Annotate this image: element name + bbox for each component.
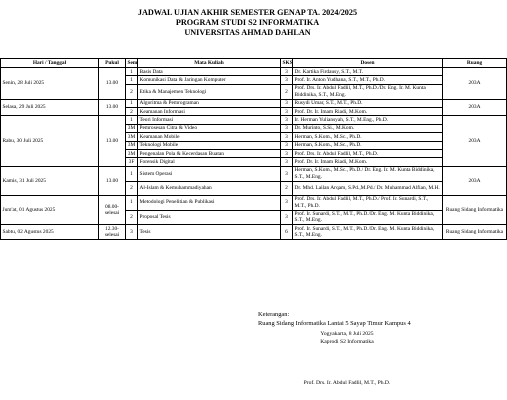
room-cell: Ruang Sidang Informatika (443, 195, 507, 225)
keterangan-label: Keterangan: (258, 311, 290, 318)
semester-cell: 2 (126, 108, 138, 116)
day-date-cell: Kamis, 31 Juli 2025 (1, 166, 99, 195)
sks-cell: 3 (281, 195, 293, 210)
sks-cell: 2 (281, 181, 293, 195)
time-cell: 13.00 (99, 99, 126, 116)
lecturer-cell: Prof. Ir. Sunardi, S.T., M.T., Ph.D./Dr. Eng. M. Kunta Biddinika, S.T., M.Eng. (293, 225, 443, 240)
lecturer-cell: Herman, S.Kom., M.Sc., Ph.D. (293, 133, 443, 141)
course-cell: Al-Islam & Kemuhammadiyahan (138, 181, 281, 195)
semester-cell: 3M (126, 133, 138, 141)
semester-cell: 3 (126, 225, 138, 240)
signatory-position: Kaprodi S2 Informatika (320, 339, 374, 345)
course-cell: Proposal Tesis (138, 210, 281, 225)
sks-cell: 3 (281, 99, 293, 107)
sks-cell: 3 (281, 210, 293, 225)
course-cell: Basis Data (138, 68, 281, 76)
lecturer-cell: Prof. Ir. Anton Yudhana, S.T., M.T., Ph.D. (293, 76, 443, 84)
exam-schedule-table (0, 58, 507, 240)
sks-cell: 3 (281, 141, 293, 149)
time-cell: 13.00 (99, 166, 126, 195)
semester-cell: 1 (126, 195, 138, 210)
course-cell: Keamanan Mobile (138, 133, 281, 141)
sks-cell: 3 (281, 68, 293, 76)
time-cell: 12.30-selesai (99, 225, 126, 240)
semester-cell: 1 (126, 76, 138, 84)
schedule-body (0, 68, 507, 240)
sks-cell: 3 (281, 124, 293, 132)
sks-cell: 6 (281, 225, 293, 240)
lecturer-cell: Dr. Mhd. Lailan Arqam, S.Pd.,M.Pd./ Dr. Muhammad Alfian, M.H. (293, 181, 443, 195)
course-cell: Metodologi Penelitian & Publikasi (138, 195, 281, 210)
lecturer-cell: Prof. Dr. Ir. Imam Riadi, M.Kom. (293, 108, 443, 116)
room-cell: 203A (443, 116, 507, 166)
room-cell: 203A (443, 166, 507, 195)
time-cell: 13.00 (99, 116, 126, 166)
sks-cell: 3 (281, 158, 293, 166)
table-row (0, 116, 507, 124)
lecturer-cell: Ir. Herman Yuliansyah, S.T., M.Eng., Ph.D. (293, 116, 443, 124)
time-cell: 08.00-selesai (99, 195, 126, 225)
lecturer-cell: Dr. Kartika Firdausy, S.T., M.T. (293, 68, 443, 76)
lecturer-cell: Prof. Drs. Ir. Abdul Fadlil, M.T., Ph.D./Dr. Eng. Ir. M. Kunta Biddinika, S.T., M.Eng. (293, 84, 443, 99)
lecturer-cell: Prof. Drs. Ir. Abdul Fadlil, M.T., Ph.D. (293, 150, 443, 158)
day-date-cell: Sabtu, 02 Agustus 2025 (1, 225, 99, 240)
course-cell: Pemrosesan Citra & Video (138, 124, 281, 132)
table-row (0, 195, 507, 210)
lecturer-cell: Dr. Murinto, S.Si., M.Kom. (293, 124, 443, 132)
sks-cell: 3 (281, 108, 293, 116)
semester-cell: 3M (126, 124, 138, 132)
place-date: Yogyakarta, 8 Juli 2025 (320, 331, 374, 337)
semester-cell: 3M (126, 150, 138, 158)
day-date-cell: Senin, 28 Juli 2025 (1, 68, 99, 100)
sks-cell: 3 (281, 150, 293, 158)
lecturer-cell: Herman, S.Kom., M.Sc., Ph.D./ Dr. Eng. Ir. M. Kunta Biddinika, S.T., M.Eng. (293, 166, 443, 181)
col-course-header: Mata Kuliah (138, 59, 281, 68)
time-cell: 13.00 (99, 68, 126, 100)
room-cell: 203A (443, 99, 507, 116)
day-date-cell: Jum'at, 01 Agustus 2025 (1, 195, 99, 225)
table-row (0, 99, 507, 107)
signatory-name: Prof. Drs. Ir. Abdul Fadlil, M.T., Ph.D. (303, 380, 391, 386)
sks-cell: 3 (281, 133, 293, 141)
col-sem-header: Sem (127, 59, 138, 66)
table-header-row (0, 59, 507, 68)
sks-cell: 2 (281, 84, 293, 99)
col-lecturer-header: Dosen (293, 59, 443, 68)
day-date-cell: Selasa, 29 Juli 2025 (1, 99, 99, 116)
course-cell: Forensik Digital (138, 158, 281, 166)
semester-cell: 1 (126, 99, 138, 107)
semester-cell: 1 (126, 166, 138, 181)
course-cell: Teori Informasi (138, 116, 281, 124)
lecturer-cell: Rusydi Umar, S.T., M.T., Ph.D. (293, 99, 443, 107)
course-cell: Pengenalan Pola & Kecerdasan Buatan (138, 150, 281, 158)
semester-cell: 2 (126, 84, 138, 99)
table-row (0, 225, 507, 240)
semester-cell: 2 (126, 181, 138, 195)
course-cell: Algoritma & Pemrograman (138, 99, 281, 107)
semester-cell: 3F (126, 158, 138, 166)
semester-cell: 1 (126, 116, 138, 124)
col-day-date-header: Hari / Tanggal (1, 59, 99, 68)
sks-cell: 3 (281, 116, 293, 124)
schedule-title: JADWAL UJIAN AKHIR SEMESTER GENAP TA. 2024/2025 (137, 8, 358, 17)
table-row (0, 68, 507, 76)
room-cell: Ruang Sidang Informatika (443, 225, 507, 240)
sks-cell: 3 (281, 166, 293, 181)
keterangan-text: Ruang Sidang Informatika Lantai 5 Sayap Timur Kampus 4 (258, 320, 411, 327)
lecturer-cell: Prof. Dr. Ir. Imam Riadi, M.Kom. (293, 158, 443, 166)
semester-cell: 2 (126, 210, 138, 225)
course-cell: Keamanan Informasi (138, 108, 281, 116)
program-title: PROGRAM STUDI S2 INFORMATIKA (175, 18, 320, 27)
course-cell: Sistem Operasi (138, 166, 281, 181)
course-cell: Komunikasi Data & Jaringan Komputer (138, 76, 281, 84)
sks-cell: 3 (281, 76, 293, 84)
university-title: UNIVERSITAS AHMAD DAHLAN (184, 28, 311, 37)
col-time-header: Pukul (99, 59, 126, 68)
lecturer-cell: Prof. Drs. Ir. Abdul Fadlil, M.T., Ph.D./ Prof. Ir. Sunardi, S.T., M.T., Ph.D. (293, 195, 443, 210)
lecturer-cell: Prof. Ir. Sunardi, S.T., M.T., Ph.D./Dr. Eng. M. Kunta Biddinika, S.T., M.Eng. (293, 210, 443, 225)
lecturer-cell: Herman, S.Kom., M.Sc., Ph.D. (293, 141, 443, 149)
col-sks-header: SKS (282, 59, 293, 66)
semester-cell: 1 (126, 68, 138, 76)
col-room-header: Ruang (443, 59, 507, 68)
semester-cell: 3M (126, 141, 138, 149)
course-cell: Teknologi Mobile (138, 141, 281, 149)
room-cell: 203A (443, 68, 507, 100)
course-cell: Etika & Manajemen Teknologi (138, 84, 281, 99)
table-row (0, 166, 507, 181)
course-cell: Tesis (138, 225, 281, 240)
day-date-cell: Rabu, 30 Juli 2025 (1, 116, 99, 166)
